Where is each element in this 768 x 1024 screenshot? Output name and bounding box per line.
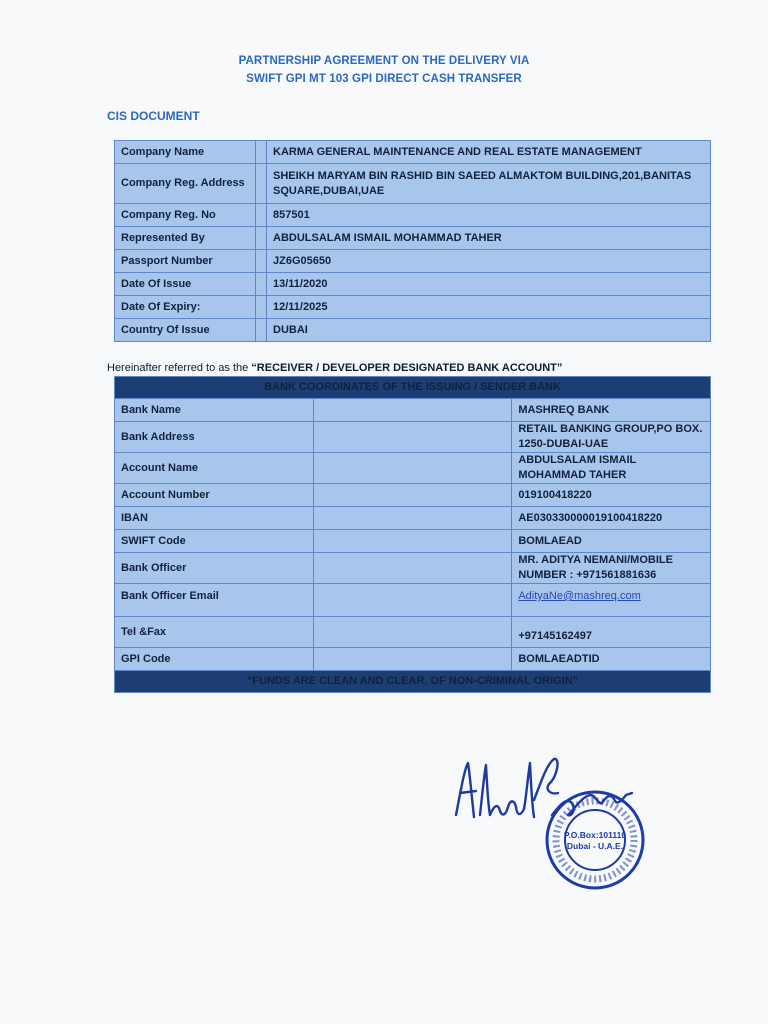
- table-row: [115, 617, 711, 648]
- stamp-line2: Dubai - U.A.E.: [566, 841, 624, 851]
- intro-emphasis: “RECEIVER / DEVELOPER DESIGNATED BANK ACCOUNT”: [251, 362, 563, 374]
- table-row: [115, 273, 711, 296]
- table-row: [115, 530, 711, 553]
- row-value: BOMLAEAD: [512, 530, 711, 553]
- row-label: Account Name: [115, 453, 314, 484]
- row-label: Date Of Expiry:: [115, 296, 256, 319]
- bank-info-table: [114, 376, 711, 693]
- table-row: [115, 250, 711, 273]
- table-row: [115, 164, 711, 204]
- row-label: SWIFT Code: [115, 530, 314, 553]
- row-value: MASHREQ BANK: [512, 399, 711, 422]
- document-title-line1: PARTNERSHIP AGREEMENT ON THE DELIVERY VIA: [238, 55, 530, 67]
- table-footer: [115, 671, 711, 693]
- table-row: [115, 204, 711, 227]
- row-value: MR. ADITYA NEMANI/MOBILE NUMBER : +971561881636: [512, 553, 711, 584]
- company-stamp: [543, 788, 647, 897]
- row-label: Tel &Fax: [115, 617, 314, 648]
- stamp-line1: P.O.Box:101110: [563, 830, 627, 840]
- row-value: JZ6G05650: [267, 250, 711, 273]
- table-row: [115, 319, 711, 342]
- funds-declaration: “FUNDS ARE CLEAN AND CLEAR, OF NON-CRIMINAL ORIGIN”: [115, 671, 711, 693]
- table-row: [115, 507, 711, 530]
- row-label: Company Reg. No: [115, 204, 256, 227]
- table-header: [115, 377, 711, 399]
- row-label: IBAN: [115, 507, 314, 530]
- row-value: RETAIL BANKING GROUP,PO BOX. 1250-DUBAI-UAE: [512, 422, 711, 453]
- row-label: Company Reg. Address: [115, 164, 256, 204]
- bank-table-header: BANK COORDINATES OF THE ISSUING / SENDER BANK: [115, 377, 711, 399]
- row-label: Passport Number: [115, 250, 256, 273]
- table-row: [115, 296, 711, 319]
- row-value: 13/11/2020: [267, 273, 711, 296]
- table-row: [115, 648, 711, 671]
- row-label: GPI Code: [115, 648, 314, 671]
- table-row: [115, 141, 711, 164]
- row-label: Account Number: [115, 484, 314, 507]
- bank-officer-email-link[interactable]: AdityaNe@mashreq.com: [518, 590, 641, 602]
- row-label: Represented By: [115, 227, 256, 250]
- table-row: [115, 227, 711, 250]
- row-label: Bank Officer Email: [115, 584, 314, 617]
- table-row: [115, 422, 711, 453]
- row-value: ABDULSALAM ISMAIL MOHAMMAD TAHER: [267, 227, 711, 250]
- row-label: Bank Name: [115, 399, 314, 422]
- row-value: 019100418220: [512, 484, 711, 507]
- section-heading: CIS DOCUMENT: [107, 109, 200, 123]
- table-row: [115, 553, 711, 584]
- table-row: [115, 484, 711, 507]
- intro-text: Hereinafter referred to as the “RECEIVER / DEVELOPER DESIGNATED BANK ACCOUNT”: [107, 362, 563, 374]
- row-value: 857501: [267, 204, 711, 227]
- document-title-line2: SWIFT GPI MT 103 GPI DIRECT CASH TRANSFER: [246, 73, 522, 85]
- row-value: DUBAI: [267, 319, 711, 342]
- row-value: +97145162497: [512, 617, 711, 648]
- row-value: AE030330000019100418220: [512, 507, 711, 530]
- row-label: Bank Address: [115, 422, 314, 453]
- row-label: Company Name: [115, 141, 256, 164]
- row-value: SHEIKH MARYAM BIN RASHID BIN SAEED ALMAKTOM BUILDING,201,BANITAS SQUARE,DUBAI,UAE: [267, 164, 711, 204]
- row-value: ABDULSALAM ISMAIL MOHAMMAD TAHER: [512, 453, 711, 484]
- table-row: [115, 453, 711, 484]
- table-row: [115, 584, 711, 617]
- row-value: KARMA GENERAL MAINTENANCE AND REAL ESTATE MANAGEMENT: [267, 141, 711, 164]
- company-info-table: [114, 140, 711, 342]
- row-value: BOMLAEADTID: [512, 648, 711, 671]
- row-label: Date Of Issue: [115, 273, 256, 296]
- table-row: [115, 399, 711, 422]
- row-label: Bank Officer: [115, 553, 314, 584]
- row-value: 12/11/2025: [267, 296, 711, 319]
- row-label: Country Of Issue: [115, 319, 256, 342]
